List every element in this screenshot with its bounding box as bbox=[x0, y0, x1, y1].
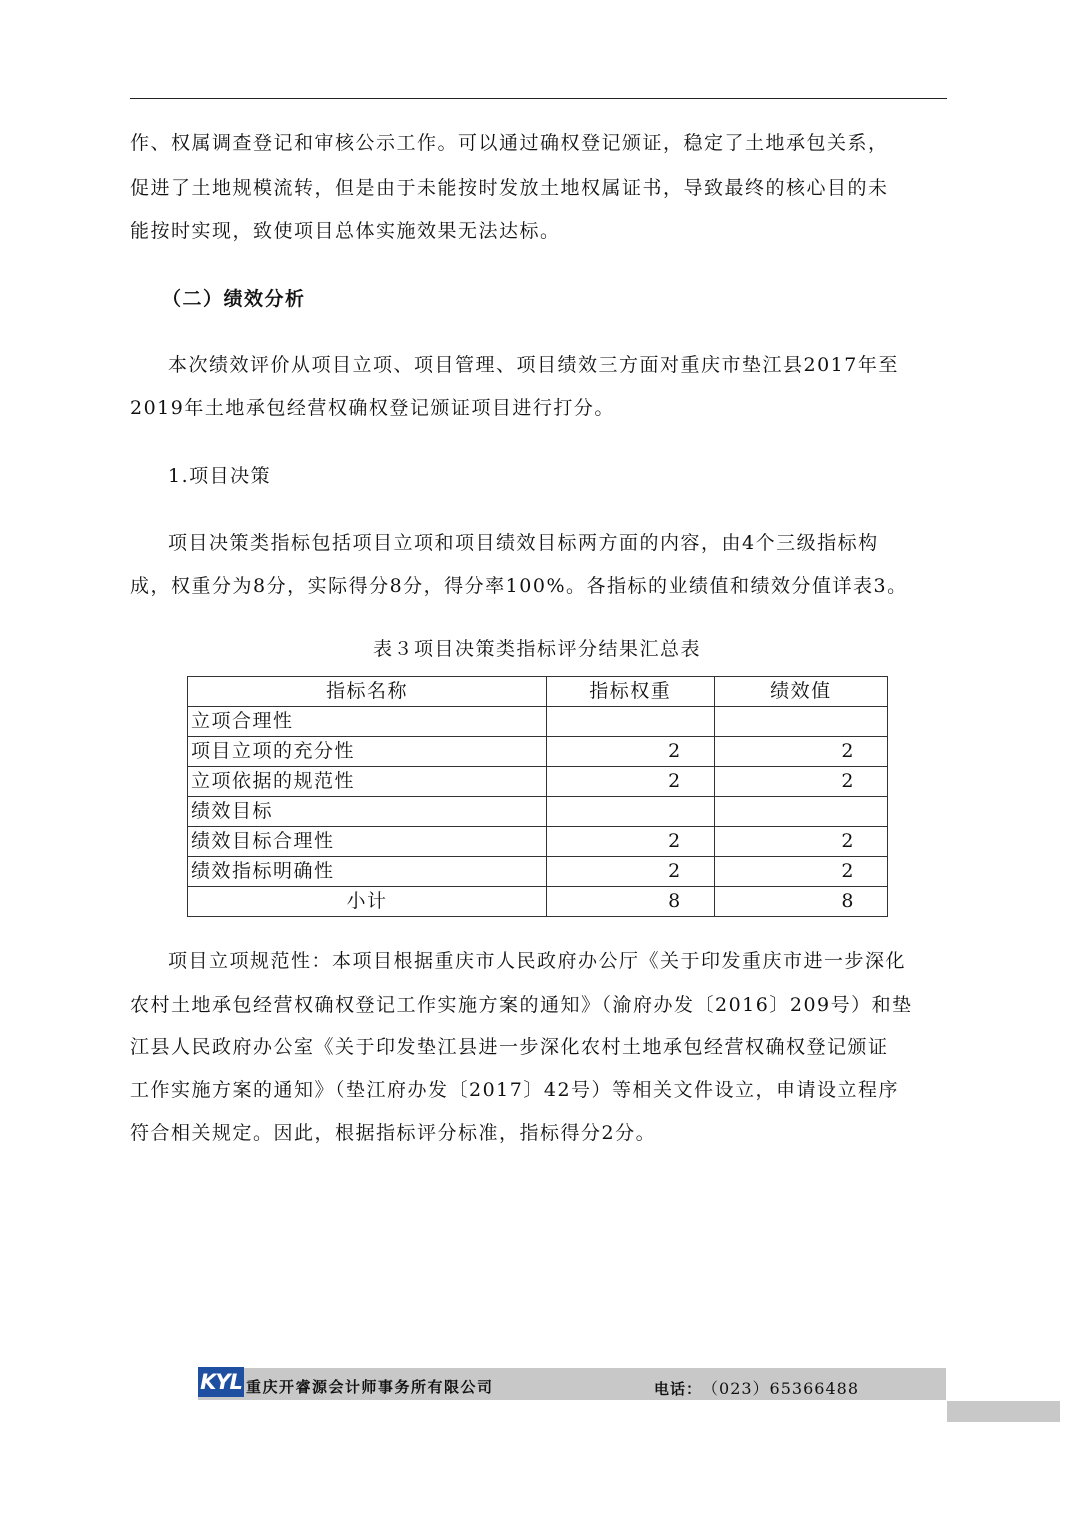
row-score: 2 bbox=[714, 767, 887, 797]
table-header-row bbox=[188, 677, 888, 707]
header-indicator-name: 指标名称 bbox=[188, 677, 547, 707]
standard-line-4: 工作实施方案的通知》（垫江府办发〔2017〕42号）等相关文件设立，申请设立程序 bbox=[130, 1079, 900, 1101]
decision-line-2: 成，权重分为8分，实际得分8分，得分率100%。各指标的业绩值和绩效分值详表3。 bbox=[130, 575, 908, 597]
subtotal-score: 8 bbox=[714, 887, 887, 917]
table-row bbox=[188, 767, 888, 797]
standard-line-2: 农村土地承包经营权确权登记工作实施方案的通知》（渝府办发〔2016〕209号）和垫 bbox=[130, 994, 913, 1016]
table-row bbox=[188, 707, 888, 737]
row-weight: 2 bbox=[546, 737, 714, 767]
row-weight: 2 bbox=[546, 827, 714, 857]
section-heading: （二）绩效分析 bbox=[162, 288, 306, 310]
table-row bbox=[188, 857, 888, 887]
decision-line-1: 项目决策类指标包括项目立项和项目绩效目标两方面的内容，由4个三级指标构 bbox=[168, 532, 879, 554]
firm-logo: KYL bbox=[198, 1367, 244, 1397]
row-name: 立项依据的规范性 bbox=[188, 767, 547, 797]
intro-line-3: 能按时实现，致使项目总体实施效果无法达标。 bbox=[130, 220, 561, 242]
firm-name: 重庆开睿源会计师事务所有限公司 bbox=[246, 1378, 494, 1396]
score-table bbox=[187, 676, 888, 917]
row-weight bbox=[546, 707, 714, 737]
subtotal-weight: 8 bbox=[546, 887, 714, 917]
sub-heading: 1.项目决策 bbox=[168, 465, 272, 487]
row-name: 绩效目标 bbox=[188, 797, 547, 827]
analysis-line-2: 2019年土地承包经营权确权登记颁证项目进行打分。 bbox=[130, 397, 615, 419]
table-subtotal-row bbox=[188, 887, 888, 917]
header-rule bbox=[130, 98, 947, 99]
row-name: 绩效指标明确性 bbox=[188, 857, 547, 887]
table-caption: 表３项目决策类指标评分结果汇总表 bbox=[372, 638, 701, 660]
footer-bar-tail bbox=[947, 1401, 1060, 1422]
header-weight: 指标权重 bbox=[546, 677, 714, 707]
row-score: 2 bbox=[714, 737, 887, 767]
row-score bbox=[714, 707, 887, 737]
phone-number: （023）65366488 bbox=[710, 1379, 859, 1398]
standard-line-5: 符合相关规定。因此，根据指标评分标准，指标得分2分。 bbox=[130, 1122, 657, 1144]
row-score: 2 bbox=[714, 827, 887, 857]
standard-line-3: 江县人民政府办公室《关于印发垫江县进一步深化农村土地承包经营权确权登记颁证 bbox=[130, 1036, 889, 1058]
intro-line-1: 作、权属调查登记和审核公示工作。可以通过确权登记颁证，稳定了土地承包关系， bbox=[130, 132, 889, 154]
standard-line-1: 项目立项规范性：本项目根据重庆市人民政府办公厅《关于印发重庆市进一步深化 bbox=[168, 950, 907, 972]
row-name: 项目立项的充分性 bbox=[188, 737, 547, 767]
phone-label: 电话： bbox=[654, 1380, 703, 1398]
header-score: 绩效值 bbox=[714, 677, 887, 707]
footer-phone bbox=[654, 1376, 859, 1399]
analysis-line-1: 本次绩效评价从项目立项、项目管理、项目绩效三方面对重庆市垫江县2017年至 bbox=[168, 354, 899, 376]
row-weight: 2 bbox=[546, 857, 714, 887]
row-weight bbox=[546, 797, 714, 827]
table-row bbox=[188, 737, 888, 767]
row-name: 绩效目标合理性 bbox=[188, 827, 547, 857]
subtotal-label: 小计 bbox=[188, 887, 547, 917]
row-score: 2 bbox=[714, 857, 887, 887]
row-score bbox=[714, 797, 887, 827]
row-name: 立项合理性 bbox=[188, 707, 547, 737]
row-weight: 2 bbox=[546, 767, 714, 797]
table-row bbox=[188, 797, 888, 827]
table-row bbox=[188, 827, 888, 857]
intro-line-2: 促进了土地规模流转，但是由于未能按时发放土地权属证书，导致最终的核心目的未 bbox=[130, 177, 889, 199]
